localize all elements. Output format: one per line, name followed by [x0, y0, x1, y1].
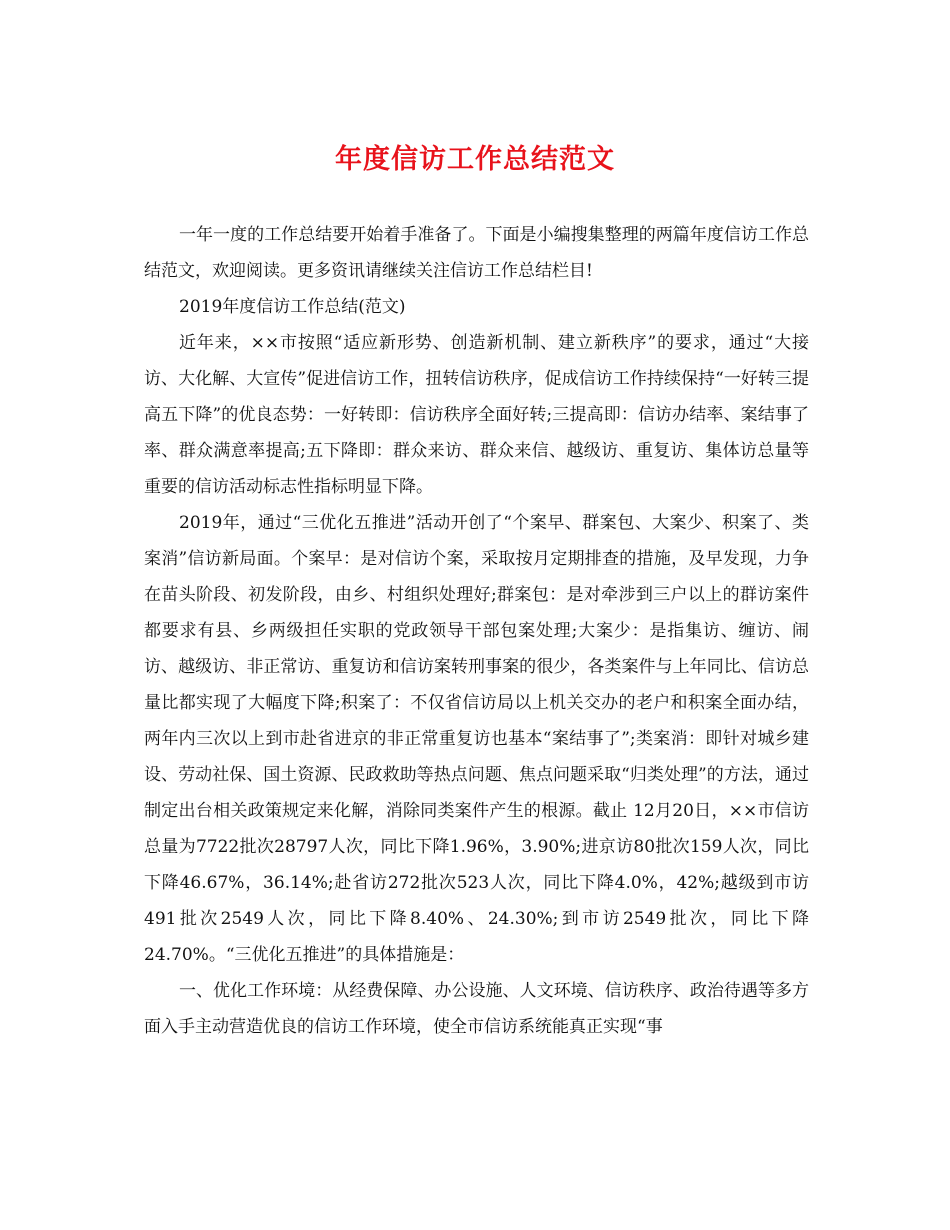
paragraph-overview: 近年来，××市按照“适应新形势、创造新机制、建立新秩序”的要求，通过“大接访、大化解、大宣传”促进信访工作，扭转信访秩序，促成信访工作持续保持“一好转三提高五下降”的优良态势：一好转即：信访秩序全面好转;三提高即：信访办结率、案结事了率、群众满意率提高;五下降即：群众来访、群众来信、越级访、重复访、集体访总量等重要的信访活动标志性指标明显下降。 [144, 333, 809, 497]
paragraph-subtitle: 2019年度信访工作总结(范文) [179, 297, 406, 317]
paragraph-2019-results: 2019年，通过“三优化五推进”活动开创了“个案早、群案包、大案少、积案了、类案消”信访新局面。个案早：是对信访个案，采取按月定期排查的措施，及早发现，力争在苗头阶段、初发阶段，由乡、村组织处理好;群案包：是对牵涉到三户以上的群访案件都要求有县、乡两级担任实职的党政领导干部包案处理;大案少：是指集访、缠访、闹访、越级访、非正常访、重复访和信访案转刑事案的很少，各类案件与上年同比、信访总量比都实现了大幅度下降;积案了：不仅省信访局以上机关交办的老户和积案全面办结，两年内三次以上到市赴省进京的非正常重复访也基本“案结事了”;类案消：即针对城乡建设、劳动社保、国土资源、民政救助等热点问题、焦点问题采取“归类处理”的方法，通过制定出台相关政策规定来化解，消除同类案件产生的根源。截止 12月20日，××市信访总量为7722批次28797人次，同比下降1.96%，3.90%;进京访80批次159人次，同比下降46.67%，36.14%;赴省访272批次523人次，同比下降4.0%，42%;越级到市访491批次2549人次，同比下降8.40%、24.30%;到市访2549批次，同比下降24.70%。“三优化五推进”的具体措施是： [144, 513, 809, 965]
document-title: 年度信访工作总结范文 [335, 144, 615, 175]
paragraph-measure-one: 一、优化工作环境：从经费保障、办公设施、人文环境、信访秩序、政治待遇等多方面入手主动营造优良的信访工作环境，使全市信访系统能真正实现“事 [144, 981, 809, 1037]
document-body [144, 217, 809, 1045]
paragraph-intro: 一年一度的工作总结要开始着手准备了。下面是小编搜集整理的两篇年度信访工作总结范文，欢迎阅读。更多资讯请继续关注信访工作总结栏目! [144, 225, 809, 281]
